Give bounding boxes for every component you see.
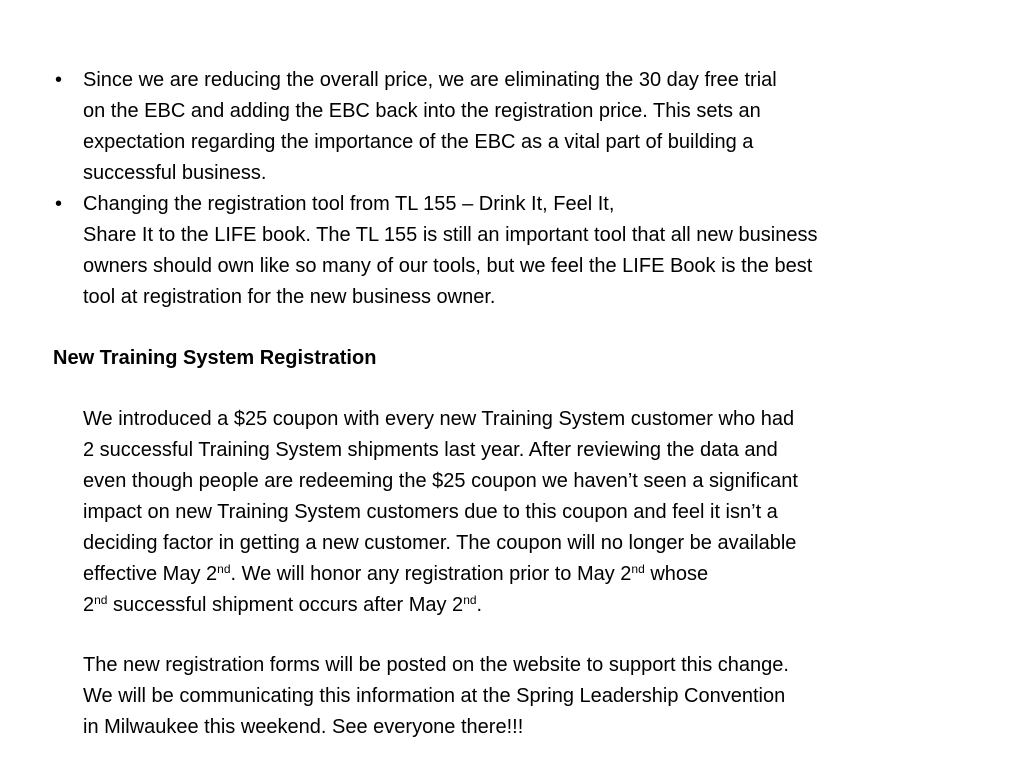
superscript: nd: [631, 562, 645, 576]
bullet-2-line-1: Changing the registration tool from TL 155 – Drink It, Feel It,: [83, 193, 615, 215]
bullet-1-line-4: successful business.: [83, 162, 267, 184]
bullet-2-line-4: tool at registration for the new business owner.: [83, 286, 496, 308]
bullet-1-line-2: on the EBC and adding the EBC back into the registration price. This sets an: [83, 100, 761, 122]
text-span: .: [476, 594, 483, 616]
superscript: nd: [94, 593, 108, 607]
paragraph-1-line-6: [83, 562, 708, 586]
text-span: effective May 2: [83, 563, 218, 585]
bullet-marker: •: [55, 69, 63, 91]
paragraph-1-line-5: deciding factor in getting a new customer. The coupon will no longer be available: [83, 532, 797, 554]
paragraph-2-line-1: The new registration forms will be posted on the website to support this change.: [83, 654, 789, 676]
paragraph-1-line-2: 2 successful Training System shipments last year. After reviewing the data and: [83, 439, 778, 461]
superscript: nd: [463, 593, 477, 607]
bullet-2-line-2: Share It to the LIFE book. The TL 155 is still an important tool that all new business: [83, 224, 818, 246]
paragraph-1-line-3: even though people are redeeming the $25 coupon we haven’t seen a significant: [83, 470, 798, 492]
paragraph-1-line-1: We introduced a $25 coupon with every new Training System customer who had: [83, 408, 795, 430]
bullet-1-line-1: Since we are reducing the overall price, we are eliminating the 30 day free trial: [83, 69, 777, 91]
bullet-2-line-3: owners should own like so many of our tools, but we feel the LIFE Book is the best: [83, 255, 813, 277]
bullet-1-line-3: expectation regarding the importance of the EBC as a vital part of building a: [83, 131, 754, 153]
superscript: nd: [217, 562, 231, 576]
section-heading: New Training System Registration: [53, 347, 377, 369]
bullet-marker: •: [55, 193, 63, 215]
paragraph-2-line-2: We will be communicating this information at the Spring Leadership Convention: [83, 685, 786, 707]
text-span: whose: [644, 563, 709, 585]
text-span: 2: [83, 594, 95, 616]
paragraph-1-line-7: [83, 593, 482, 617]
text-span: successful shipment occurs after May 2: [107, 594, 464, 616]
text-span: . We will honor any registration prior to May 2: [230, 563, 632, 585]
paragraph-1-line-4: impact on new Training System customers due to this coupon and feel it isn’t a: [83, 501, 778, 523]
paragraph-2-line-3: in Milwaukee this weekend. See everyone there!!!: [83, 716, 524, 738]
